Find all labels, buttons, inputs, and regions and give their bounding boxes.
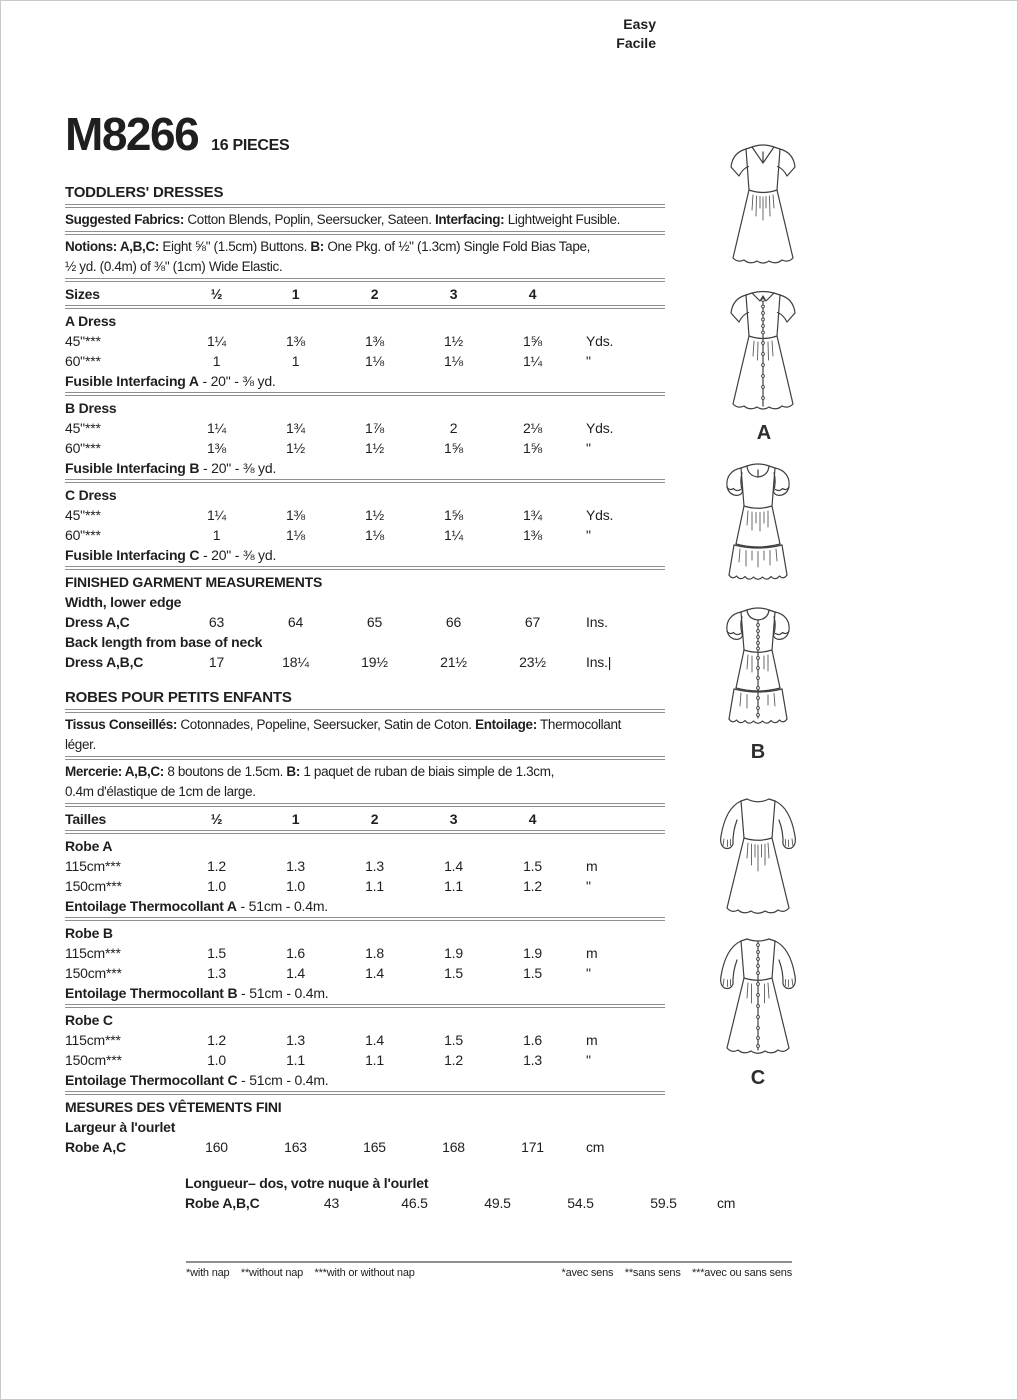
notions-text2: One Pkg. of ½" (1.3cm) Single Fold Bias Tape, [323,239,591,254]
yardage-value: 1⅝ [443,440,464,456]
fabric-width-label: 60"*** [65,353,101,369]
divider [65,305,665,309]
yardage-value: 1⅝ [522,333,543,349]
interfacing-row [65,458,665,478]
fabric-width-label: 45"*** [65,420,101,436]
yardage-value: 1.4 [365,1032,384,1048]
sizes-label: Sizes [65,286,100,302]
difficulty-badge [506,15,656,53]
size-col: 2 [370,811,379,827]
size-col: 3 [449,286,458,302]
measurement-value: 59.5 [650,1195,677,1211]
interfacing-row [65,983,665,1003]
divider [65,709,665,713]
measurement-value: 63 [208,614,225,630]
view-name-robe-c: Robe C [65,1012,113,1028]
notions-text2-fr: 1 paquet de ruban de biais simple de 1.3cm, [299,764,554,779]
measurement-value: 54.5 [567,1195,594,1211]
size-col: 4 [528,811,537,827]
yardage-value: 1.4 [444,858,463,874]
measurement-label: Robe A,B,C [185,1195,260,1211]
yardage-value: 1.0 [286,878,305,894]
measurement-subhead: Back length from base of neck [65,634,263,650]
measurement-value: 66 [445,614,462,630]
finished-measurements-title-en: FINISHED GARMENT MEASUREMENTS [65,574,323,590]
unit-label: " [586,878,591,894]
measurement-value: 46.5 [401,1195,428,1211]
yardage-value: 1.5 [444,1032,463,1048]
yardage-value: 1.4 [365,965,384,981]
measurement-value: 160 [205,1139,228,1155]
fabrics-line2-fr: léger. [65,737,96,752]
yardage-value: 2⅛ [522,420,543,436]
measurement-value: 64 [287,614,304,630]
yardage-value: 1 [291,353,300,369]
yardage-value: 1.5 [207,945,226,961]
yardage-value: 1.3 [286,1032,305,1048]
yardage-value: 1.2 [207,1032,226,1048]
fabric-width-label: 150cm*** [65,1052,122,1068]
divider [65,1091,665,1095]
title-english: TODDLERS' DRESSES [65,184,224,201]
fabric-width-label: 45"*** [65,333,101,349]
interfacing-amount: - 51cm - 0.4m. [237,985,329,1001]
yardage-value: 1⅜ [285,333,306,349]
measurement-value: 49.5 [484,1195,511,1211]
yardage-value: 1.2 [207,858,226,874]
interfacing-text: Lightweight Fusible. [504,212,621,227]
yardage-value: 1½ [443,333,464,349]
yardage-value: 1.1 [286,1052,305,1068]
yardage-value: 1⅛ [364,353,385,369]
fabric-width-label: 115cm*** [65,1032,121,1048]
size-col: 1 [291,811,300,827]
yardage-row [65,331,665,351]
size-col: 1 [291,286,300,302]
interfacing-amount: - 51cm - 0.4m. [237,1072,329,1088]
yardage-value: 1½ [364,507,385,523]
fabrics-text: Cotton Blends, Poplin, Seersucker, Sateen. [183,212,435,227]
interfacing-amount: - 20" - ⅜ yd. [199,547,277,563]
yardage-value: 1.2 [523,878,542,894]
unit-label: Yds. [586,333,614,349]
yardage-value: 1.9 [523,945,542,961]
size-header-row-fr [65,809,665,829]
yardage-value: 1.1 [365,1052,384,1068]
yardage-value: 1.3 [207,965,226,981]
size-col: ½ [210,286,223,302]
yardage-value: 1⅜ [285,507,306,523]
yardage-value: 1⅝ [443,507,464,523]
pattern-number: M8266 [65,108,199,160]
fabric-width-label: 45"*** [65,507,101,523]
notions-text-fr: 8 boutons de 1.5cm. [163,764,287,779]
difficulty-fr: Facile [616,35,656,51]
interfacing-row [65,1070,665,1090]
yardage-value: 1⅜ [206,440,227,456]
divider [65,803,665,807]
yardage-value: 1.4 [286,965,305,981]
fabric-width-label: 150cm*** [65,965,122,981]
unit-label: m [586,945,598,961]
size-header-row-en [65,284,665,304]
yardage-value: 1.6 [286,945,305,961]
notions-label: Notions: A,B,C: [65,239,159,254]
interfacing-row [65,545,665,565]
footnotes [186,1261,792,1279]
yardage-value: 1½ [285,440,306,456]
measurement-label: Dress A,C [65,614,130,630]
fabrics-text-fr: Cotonnades, Popeline, Seersucker, Satin de Coton. [177,717,476,732]
divider [65,479,665,483]
yardage-row [65,505,665,525]
yardage-value: 1 [212,527,221,543]
interfacing-view-label: Entoilage Thermocollant A [65,898,237,914]
yardage-value: 1¼ [443,527,464,543]
yardage-value: 1.6 [523,1032,542,1048]
yardage-value: 1.3 [365,858,384,874]
yardage-value: 1¼ [206,333,227,349]
yardage-value: 1.3 [286,858,305,874]
notions-label-fr: Mercerie: A,B,C: [65,764,164,779]
title-french: ROBES POUR PETITS ENFANTS [65,689,292,706]
yardage-value: 1.1 [444,878,463,894]
dress-b-front-illustration [698,453,818,593]
divider [65,830,665,834]
interfacing-amount: - 20" - ⅜ yd. [199,460,277,476]
yardage-value: 1¾ [522,507,543,523]
yardage-value: 1⅛ [443,353,464,369]
view-c-illustrations [691,787,825,1090]
measurement-row [65,612,665,632]
yardage-value: 1.0 [207,1052,226,1068]
size-col: 2 [370,286,379,302]
fabrics-label-fr: Tissus Conseillés: [65,717,177,732]
view-name-a-dress: A Dress [65,313,116,329]
view-name-robe-a: Robe A [65,838,113,854]
fabric-width-label: 150cm*** [65,878,122,894]
measurement-value: 19½ [361,654,388,670]
fabric-width-label: 60"*** [65,527,101,543]
finished-measurements-title-fr: MESURES DES VÊTEMENTS FINI [65,1099,282,1115]
unit-label: cm [586,1139,605,1155]
yardage-value: 1.8 [365,945,384,961]
yardage-row [65,943,665,963]
divider [65,756,665,760]
interfacing-view-label: Entoilage Thermocollant C [65,1072,238,1088]
yardage-row [65,856,665,876]
view-name-b-dress: B Dress [65,400,117,416]
yardage-value: 1.5 [444,965,463,981]
footnote-en: *with nap **without nap ***with or without nap [186,1267,415,1279]
unit-label: " [586,1052,591,1068]
dress-a-back-illustration [708,280,820,418]
unit-label: " [586,353,591,369]
notions-line2-en: ½ yd. (0.4m) of ⅜" (1cm) Wide Elastic. [65,259,283,274]
view-b-illustrations [693,453,823,764]
fabric-width-label: 115cm*** [65,858,121,874]
interfacing-view-label: Fusible Interfacing C [65,547,200,563]
divider [65,231,665,235]
divider [65,1004,665,1008]
yardage-value: 1.5 [523,858,542,874]
measurement-value: 165 [363,1139,386,1155]
divider [65,917,665,921]
measurement-subhead: Largeur à l'ourlet [65,1119,176,1135]
yardage-value: 2 [449,420,458,436]
notions-view-label: B: [310,239,324,254]
view-name-c-dress: C Dress [65,487,117,503]
unit-label: m [586,1032,598,1048]
fabric-width-label: 115cm*** [65,945,121,961]
measurement-value: 67 [524,614,541,630]
view-a-illustrations [699,134,829,445]
yardage-row [65,418,665,438]
measurement-value: 171 [521,1139,544,1155]
measurement-value: 17 [208,654,225,670]
view-name-robe-b: Robe B [65,925,113,941]
unit-label: Ins. [586,614,608,630]
view-c-label: C [750,1067,766,1089]
yardage-row [65,963,665,983]
yardage-value: 1½ [364,440,385,456]
unit-label: Yds. [586,507,614,523]
yardage-value: 1¼ [206,420,227,436]
interfacing-row [65,896,665,916]
fabric-width-label: 60"*** [65,440,101,456]
interfacing-row [65,371,665,391]
notions-line-fr [65,762,665,782]
interfacing-amount: - 20" - ⅜ yd. [198,373,276,389]
yardage-value: 1.5 [523,965,542,981]
back-length-block-fr [185,1173,736,1213]
divider [65,566,665,570]
size-col: ½ [210,811,223,827]
interfacing-view-label: Entoilage Thermocollant B [65,985,238,1001]
pieces-count: 16 PIECES [211,137,290,154]
measurement-row [185,1193,736,1213]
dress-c-front-illustration [695,787,821,923]
fabrics-line-en [65,210,665,230]
unit-label: Ins.| [586,654,612,670]
notions-text: Eight ⅝" (1.5cm) Buttons. [158,239,311,254]
yardage-value: 1.1 [365,878,384,894]
interfacing-label: Interfacing: [435,212,505,227]
notions-line2-fr: 0.4m d'élastique de 1cm de large. [65,784,256,799]
yardage-row [65,1050,665,1070]
pattern-info-column [65,108,736,1213]
tailles-label: Tailles [65,811,107,827]
notions-view-label-fr: B: [286,764,300,779]
unit-label: m [586,858,598,874]
view-b-label: B [750,741,766,763]
interfacing-view-label: Fusible Interfacing A [65,373,199,389]
measurement-value: 168 [442,1139,465,1155]
yardage-value: 1 [212,353,221,369]
yardage-value: 1.3 [523,1052,542,1068]
measurement-value: 163 [284,1139,307,1155]
yardage-value: 1.2 [444,1052,463,1068]
measurement-value: 43 [323,1195,340,1211]
measurement-value: 18¼ [282,654,309,670]
notions-line-en [65,237,665,257]
interfacing-text-fr: Thermocollant [536,717,622,732]
yardage-value: 1¼ [522,353,543,369]
dress-a-front-illustration [708,134,820,272]
yardage-value: 1¼ [206,507,227,523]
yardage-value: 1.0 [207,878,226,894]
fabrics-line-fr [65,715,665,735]
pattern-header [65,108,665,163]
yardage-value: 1¾ [285,420,306,436]
measurement-value: 65 [366,614,383,630]
unit-spacer [572,809,650,829]
divider [65,278,665,282]
unit-label: " [586,527,591,543]
interfacing-label-fr: Entoilage: [475,717,537,732]
dress-c-back-illustration [695,927,821,1063]
divider [65,204,665,208]
yardage-value: 1⅝ [522,440,543,456]
fabrics-label: Suggested Fabrics: [65,212,184,227]
size-col: 4 [528,286,537,302]
yardage-value: 1⅛ [364,527,385,543]
measurement-row [65,1137,665,1157]
yardage-value: 1⅜ [364,333,385,349]
unit-label: " [586,440,591,456]
yardage-value: 1⅞ [364,420,385,436]
unit-spacer [572,284,650,304]
yardage-value: 1⅛ [285,527,306,543]
yardage-row [65,876,665,896]
yardage-value: 1.9 [444,945,463,961]
view-a-label: A [756,422,772,444]
yardage-row [65,1030,665,1050]
measurement-subhead: Width, lower edge [65,594,182,610]
yardage-value: 1⅜ [522,527,543,543]
unit-label: " [586,965,591,981]
measurement-value: 21½ [440,654,467,670]
measurement-label: Dress A,B,C [65,654,144,670]
measurement-label: Robe A,C [65,1139,126,1155]
yardage-row [65,525,665,545]
dress-b-back-illustration [698,597,818,737]
divider [65,392,665,396]
measurement-row [65,652,665,672]
footnote-fr: *avec sens **sans sens ***avec ou sans sens [561,1267,792,1279]
unit-label: Yds. [586,420,614,436]
interfacing-view-label: Fusible Interfacing B [65,460,200,476]
measurement-subhead: Longueur– dos, votre nuque à l'ourlet [185,1175,429,1191]
difficulty-en: Easy [623,16,656,32]
yardage-row [65,351,665,371]
interfacing-amount: - 51cm - 0.4m. [236,898,328,914]
size-col: 3 [449,811,458,827]
measurement-value: 23½ [519,654,546,670]
yardage-row [65,438,665,458]
unit-label: cm [717,1195,736,1211]
